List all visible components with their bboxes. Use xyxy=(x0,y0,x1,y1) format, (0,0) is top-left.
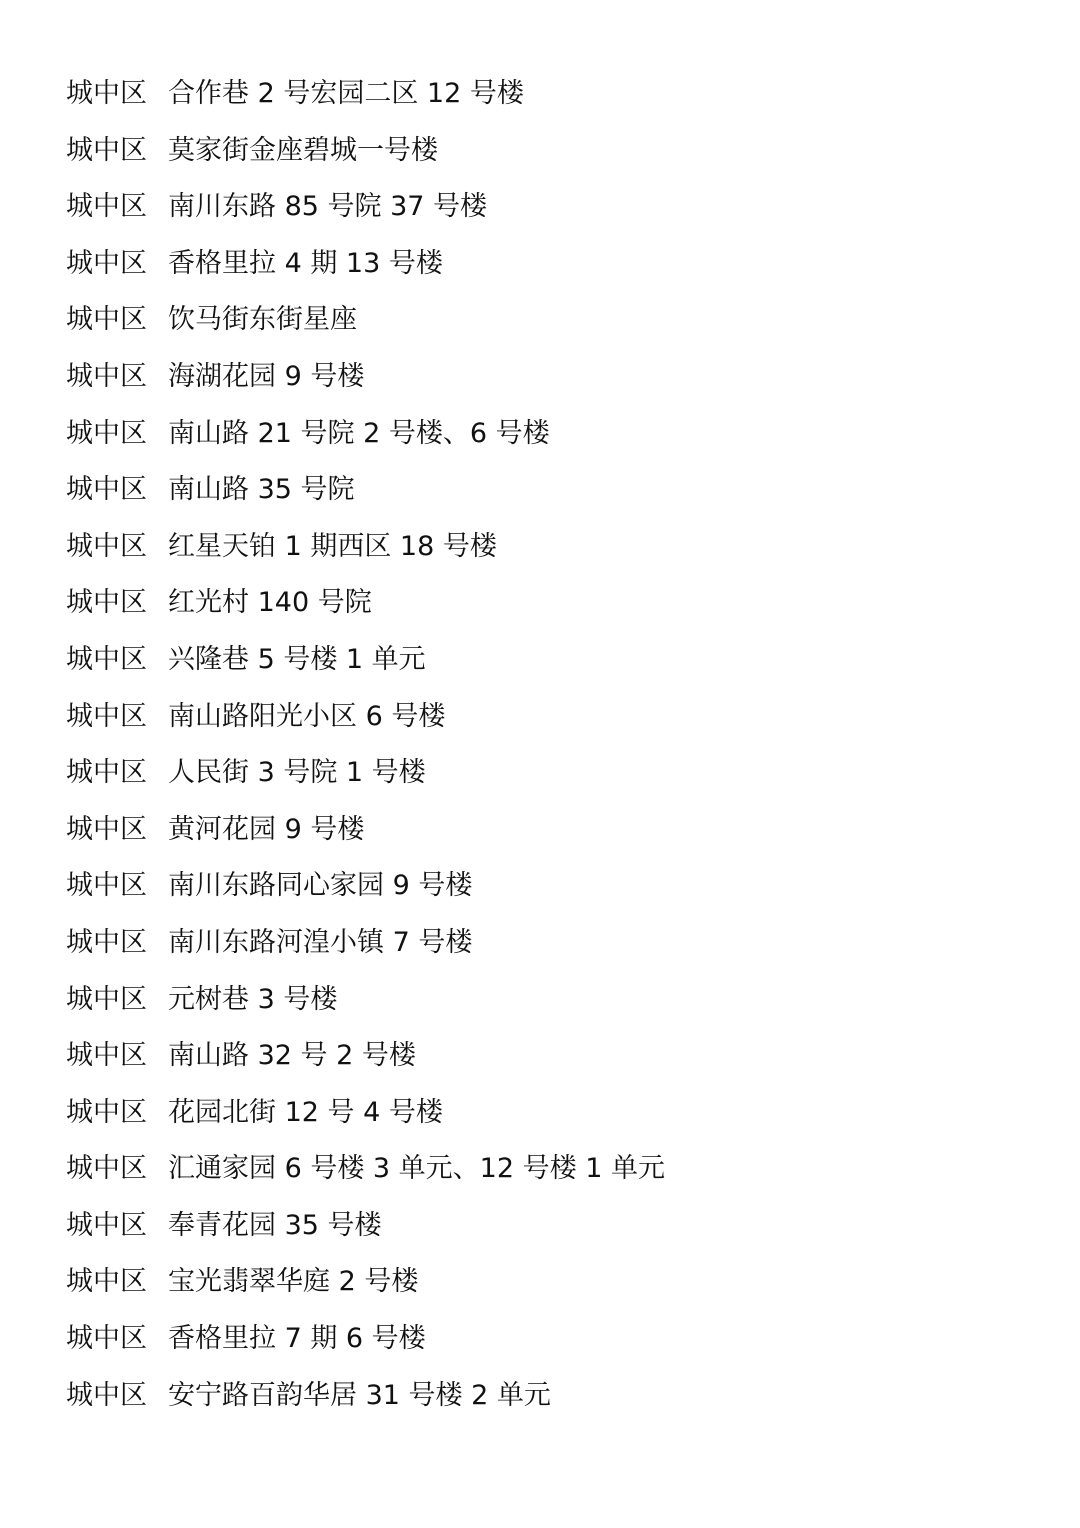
address-text: 红光村 140 号院 xyxy=(168,587,372,619)
address-text: 安宁路百韵华居 31 号楼 2 单元 xyxy=(168,1379,551,1411)
district-name: 城中区 xyxy=(66,1379,147,1411)
district-name: 城中区 xyxy=(66,757,147,789)
list-item xyxy=(66,349,1026,406)
list-item xyxy=(66,1141,1026,1198)
address-text: 合作巷 2 号宏园二区 12 号楼 xyxy=(168,78,524,109)
list-item xyxy=(66,1254,1026,1311)
list-item xyxy=(66,1028,1026,1085)
list-item xyxy=(66,406,1026,463)
list-item xyxy=(66,915,1026,972)
address-text: 南山路 35 号院 xyxy=(168,474,355,506)
list-item xyxy=(66,462,1026,519)
district-name: 城中区 xyxy=(66,983,147,1015)
district-name: 城中区 xyxy=(66,78,147,109)
list-item xyxy=(66,802,1026,859)
address-text: 元树巷 3 号楼 xyxy=(168,983,338,1015)
address-text: 香格里拉 7 期 6 号楼 xyxy=(168,1323,426,1355)
list-item xyxy=(66,1085,1026,1142)
address-text: 兴隆巷 5 号楼 1 单元 xyxy=(168,643,426,675)
list-item xyxy=(66,858,1026,915)
address-list xyxy=(66,66,1026,1424)
list-item xyxy=(66,123,1026,180)
address-text: 宝光翡翠华庭 2 号楼 xyxy=(168,1266,419,1298)
address-text: 奉青花园 35 号楼 xyxy=(168,1209,382,1241)
address-text: 汇通家园 6 号楼 3 单元、12 号楼 1 单元 xyxy=(168,1153,665,1185)
address-text: 花园北街 12 号 4 号楼 xyxy=(168,1096,443,1128)
district-name: 城中区 xyxy=(66,813,147,845)
district-name: 城中区 xyxy=(66,304,147,336)
district-name: 城中区 xyxy=(66,1040,147,1072)
district-name: 城中区 xyxy=(66,134,147,166)
list-item xyxy=(66,179,1026,236)
district-name: 城中区 xyxy=(66,360,147,392)
list-item xyxy=(66,632,1026,689)
address-text: 南川东路河湟小镇 7 号楼 xyxy=(168,926,473,958)
address-text: 红星天铂 1 期西区 18 号楼 xyxy=(168,530,497,562)
district-name: 城中区 xyxy=(66,530,147,562)
address-text: 南川东路 85 号院 37 号楼 xyxy=(168,191,488,223)
district-name: 城中区 xyxy=(66,1323,147,1355)
district-name: 城中区 xyxy=(66,587,147,619)
district-name: 城中区 xyxy=(66,1096,147,1128)
address-text: 饮马街东街星座 xyxy=(168,304,357,336)
address-text: 南川东路同心家园 9 号楼 xyxy=(168,870,473,902)
district-name: 城中区 xyxy=(66,191,147,223)
district-name: 城中区 xyxy=(66,1153,147,1185)
address-text: 海湖花园 9 号楼 xyxy=(168,360,365,392)
district-name: 城中区 xyxy=(66,474,147,506)
list-item xyxy=(66,745,1026,802)
list-item xyxy=(66,1368,1026,1425)
list-item xyxy=(66,575,1026,632)
list-item xyxy=(66,972,1026,1029)
address-text: 南山路 21 号院 2 号楼、6 号楼 xyxy=(168,417,550,449)
list-item xyxy=(66,66,1026,123)
address-text: 南山路阳光小区 6 号楼 xyxy=(168,700,446,732)
district-name: 城中区 xyxy=(66,247,147,279)
address-text: 南山路 32 号 2 号楼 xyxy=(168,1040,416,1072)
list-item xyxy=(66,1198,1026,1255)
list-item xyxy=(66,236,1026,293)
address-text: 人民街 3 号院 1 号楼 xyxy=(168,757,426,789)
list-item xyxy=(66,689,1026,746)
address-text: 香格里拉 4 期 13 号楼 xyxy=(168,247,443,279)
district-name: 城中区 xyxy=(66,643,147,675)
district-name: 城中区 xyxy=(66,417,147,449)
list-item xyxy=(66,519,1026,576)
list-item xyxy=(66,1311,1026,1368)
district-name: 城中区 xyxy=(66,926,147,958)
district-name: 城中区 xyxy=(66,1209,147,1241)
district-name: 城中区 xyxy=(66,1266,147,1298)
district-name: 城中区 xyxy=(66,700,147,732)
address-text: 莫家街金座碧城一号楼 xyxy=(168,134,438,166)
address-text: 黄河花园 9 号楼 xyxy=(168,813,365,845)
district-name: 城中区 xyxy=(66,870,147,902)
list-item xyxy=(66,292,1026,349)
